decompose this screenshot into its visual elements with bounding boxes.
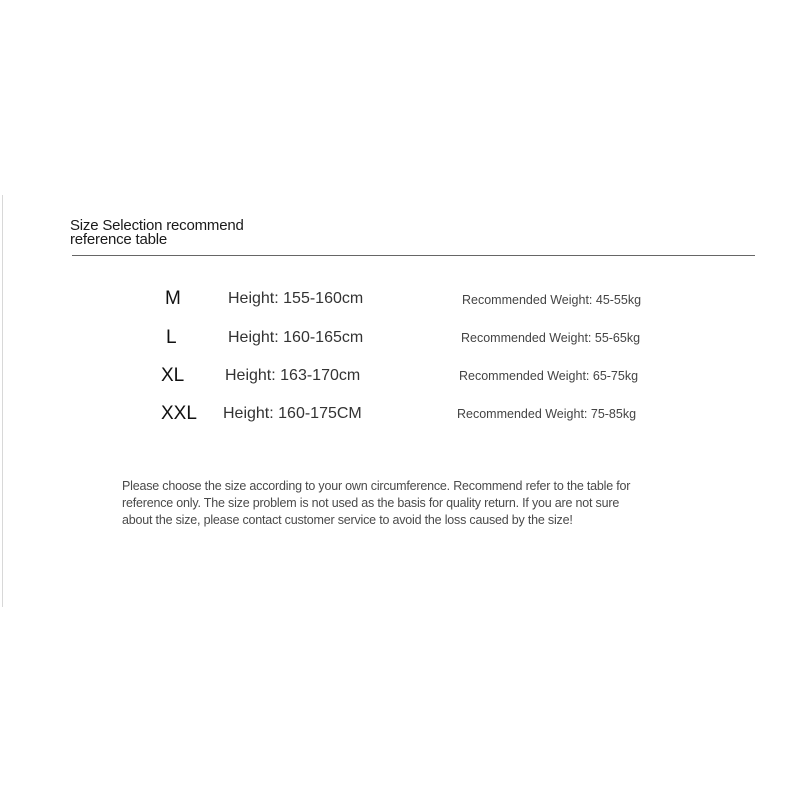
weight-range: Recommended Weight: 65-75kg <box>459 369 639 383</box>
table-title-line-1: Size Selection recommend <box>70 217 244 234</box>
left-edge-line <box>2 195 3 607</box>
size-row-l <box>0 327 800 353</box>
size-label: XXL <box>161 403 197 424</box>
size-label: L <box>166 327 177 348</box>
size-row-xxl <box>0 403 800 429</box>
weight-range: Recommended Weight: 75-85kg <box>457 407 637 421</box>
title-divider <box>72 255 755 256</box>
height-range: Height: 155-160cm <box>228 290 364 307</box>
height-range: Height: 160-165cm <box>228 329 364 346</box>
weight-range: Recommended Weight: 55-65kg <box>461 331 641 345</box>
table-title-line-2: reference table <box>70 231 168 248</box>
height-range: Height: 160-175CM <box>223 405 362 422</box>
note-line-2: reference only. The size problem is not used as the basis for quality return. If you are not sure <box>122 496 620 510</box>
size-label: M <box>165 288 181 309</box>
size-row-xl <box>0 365 800 391</box>
note-line-3: about the size, please contact customer service to avoid the loss caused by the size! <box>122 513 573 527</box>
size-label: XL <box>161 365 185 386</box>
table-title <box>70 219 330 247</box>
height-range: Height: 163-170cm <box>225 367 361 384</box>
note-line-1: Please choose the size according to your own circumference. Recommend refer to the table for <box>122 479 631 493</box>
weight-range: Recommended Weight: 45-55kg <box>462 293 642 307</box>
size-row-m <box>0 288 800 314</box>
size-disclaimer-note <box>122 478 722 529</box>
